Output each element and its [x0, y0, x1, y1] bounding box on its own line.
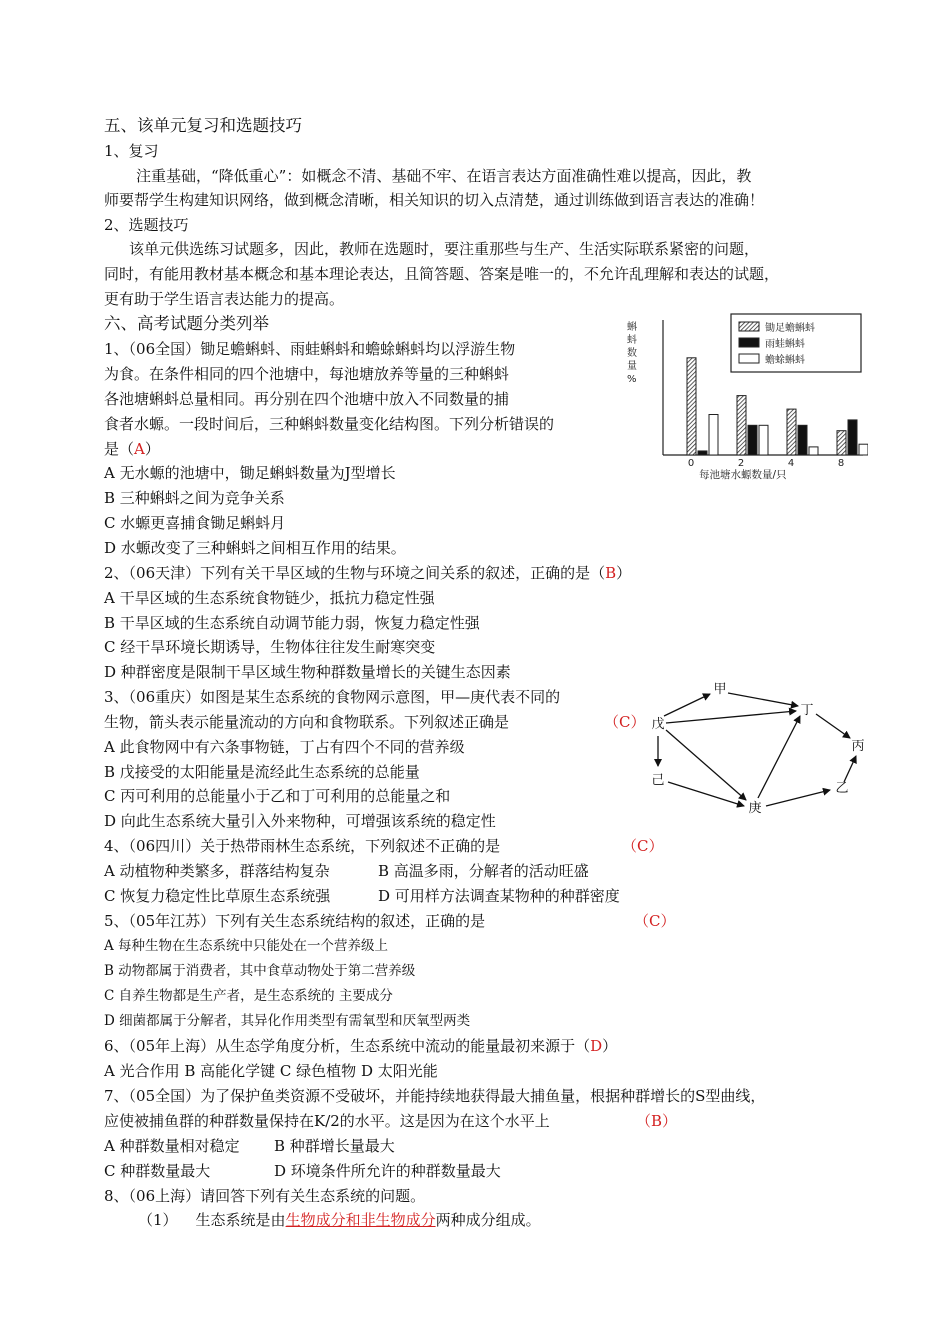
q2-option-a: A 干旱区域的生态系统食物链少，抵抗力稳定性强	[104, 589, 435, 607]
q3-line1: 3、（06重庆）如图是某生态系统的食物网示意图，甲—庚代表不同的	[104, 688, 561, 706]
q3-option-b: B 戊接受的太阳能量是流经此生态系统的总能量	[104, 763, 420, 781]
edge-geng-ding	[758, 716, 800, 798]
section6-title: 六、高考试题分类列举	[104, 314, 269, 333]
q1-option-c: C 水螈更喜捕食锄足蝌蚪月	[104, 514, 286, 532]
node-bing: 丙	[851, 739, 865, 754]
q8-sub1-answer: 生物成分和非生物成分	[285, 1211, 436, 1229]
q7-option-d: D 环境条件所允许的种群数量最大	[274, 1162, 501, 1180]
node-yi: 乙	[835, 781, 849, 796]
q1-line3: 各池塘蝌蚪总量相同。再分别在四个池塘中放入不同数量的捕	[104, 390, 510, 408]
q7-option-c: C 种群数量最大	[104, 1162, 211, 1180]
x-tick-label: 8	[837, 458, 845, 469]
bar-8-series-1	[848, 420, 857, 455]
q4-option-b: B 高温多雨，分解者的活动旺盛	[378, 862, 589, 880]
q2-option-b: B 干旱区域的生态系统自动调节能力弱，恢复力稳定性强	[104, 614, 480, 632]
bar-4-series-2	[809, 447, 818, 455]
edge-wu-geng	[666, 730, 746, 800]
bar-0-series-0	[687, 358, 696, 455]
q6-options: A 光合作用 B 高能化学键 C 绿色植物 D 太阳光能	[104, 1062, 438, 1080]
bar-0-series-1	[698, 451, 707, 455]
q2-line1	[104, 561, 631, 585]
section5-2-para-line2: 同时，有能用教材基本概念和基本理论表达，且简答题、答案是唯一的，不允许乱理解和表达的试题，	[104, 265, 780, 283]
q7-line1: 7、（05全国）为了保护鱼类资源不受破坏，并能持续地获得最大捕鱼量，根据种群增长的S型曲线，	[104, 1087, 766, 1105]
q3-line2: 生物，箭头表示能量流动的方向和食物联系。下列叙述正确是	[104, 713, 510, 731]
q6-line1-text: 6、（05年上海）从生态学角度分析，生态系统中流动的能量最初来源于（	[104, 1037, 591, 1055]
q5-option-b: B 动物都属于消费者，其中食草动物处于第二营养级	[104, 963, 416, 979]
x-tick-label: 4	[787, 458, 795, 469]
y-axis-label: 蝌蚪数量%	[627, 322, 637, 385]
q1-line1: 1、（06全国）锄足蟾蝌蚪、雨蛙蝌蚪和蟾蜍蝌蚪均以浮游生物	[104, 340, 516, 358]
q1-answer: A	[134, 440, 145, 458]
q6-answer: D	[590, 1037, 603, 1055]
x-axis-label: 每池塘水螈数量/只	[699, 469, 787, 481]
edge-ding-bing	[816, 714, 850, 738]
node-wu: 戊	[651, 717, 665, 732]
q7-line2: 应使被捕鱼群的种群数量保持在K/2的水平。这是因为在这个水平上	[104, 1112, 550, 1130]
q3-option-d: D 向此生态系统大量引入外来物种，可增强该系统的稳定性	[104, 812, 496, 830]
legend-swatch	[739, 354, 759, 363]
edge-wu-jia	[664, 694, 710, 716]
q1-option-a: A 无水螈的池塘中，锄足蝌蚪数量为J型增长	[104, 464, 396, 482]
q3-option-c: C 丙可利用的总能量小于乙和丁可利用的总能量之和	[104, 787, 451, 805]
q1-option-b: B 三种蝌蚪之间为竞争关系	[104, 489, 285, 507]
legend-label: 雨蛙蝌蚪	[765, 339, 805, 350]
legend-label: 锄足蟾蝌蚪	[765, 323, 815, 334]
bar-2-series-1	[748, 425, 757, 455]
bar-2-series-2	[759, 425, 768, 455]
q8-sub1-pre: 生态系统是由	[195, 1211, 286, 1229]
q4-line1: 4、（06四川）关于热带雨林生态系统，下列叙述不正确的是	[104, 837, 501, 855]
section5-title: 五、该单元复习和选题技巧	[104, 116, 302, 135]
q5-line1: 5、（05年江苏）下列有关生态系统结构的叙述，正确的是	[104, 912, 486, 930]
edge-yi-bing	[844, 756, 856, 782]
q4-answer: （C）	[622, 837, 664, 855]
q2-line1-text: 2、（06天津）下列有关干旱区域的生物与环境之间关系的叙述，正确的是（	[104, 564, 606, 582]
food-web-diagram	[640, 676, 870, 822]
edge-geng-yi	[766, 790, 830, 806]
q5-option-c: C 自养生物都是生产者，是生态系统的 主要成分	[104, 988, 393, 1004]
q1-line4: 食者水螈。一段时间后，三种蝌蚪数量变化结构图。下列分析错误的	[104, 415, 555, 433]
q7-answer: （B）	[636, 1112, 678, 1130]
q1-option-d: D 水螈改变了三种蝌蚪之间相互作用的结果。	[104, 539, 406, 557]
q8-sub1-number: （1）	[138, 1211, 178, 1229]
bar-8-series-0	[837, 431, 846, 455]
edge-ji-geng	[668, 782, 744, 806]
q3-answer: （C）	[604, 713, 646, 731]
legend-swatch	[739, 322, 759, 331]
bar-0-series-2	[709, 415, 718, 456]
q1-line2: 为食。在条件相同的四个池塘中，每池塘放养等量的三种蝌蚪	[104, 365, 510, 383]
q5-option-a: A 每种生物在生态系统中只能处在一个营养级上	[104, 938, 389, 954]
tadpole-bar-chart	[623, 312, 868, 484]
q4-option-d: D 可用样方法调查某物种的种群密度	[378, 887, 620, 905]
q1-line5-end: ）	[144, 440, 160, 458]
q8-line1: 8、（06上海）请回答下列有关生态系统的问题。	[104, 1187, 426, 1205]
chart-ticks	[688, 458, 844, 469]
q2-answer: B	[605, 564, 617, 582]
q6-line1	[104, 1034, 617, 1058]
q2-line1-end: ）	[616, 564, 632, 582]
q8-sub1-post: 两种成分组成。	[435, 1211, 541, 1229]
q5-option-d: D 细菌都属于分解者，其异化作用类型有需氧型和厌氧型两类	[104, 1013, 471, 1029]
node-ji: 己	[651, 773, 665, 788]
edge-jia-ding	[728, 693, 798, 706]
x-tick-label: 0	[687, 458, 695, 469]
q5-answer: （C）	[634, 912, 676, 930]
q2-option-d: D 种群密度是限制干旱区域生物种群数量增长的关键生态因素	[104, 663, 511, 681]
q7-option-a: A 种群数量相对稳定	[104, 1137, 240, 1155]
q1-line5-text: 是（	[104, 440, 135, 458]
q2-option-c: C 经干旱环境长期诱导，生物体往往发生耐寒突变	[104, 638, 436, 656]
section5-1-title: 1、复习	[104, 142, 159, 160]
bar-4-series-1	[798, 425, 807, 455]
x-tick-label: 2	[737, 458, 745, 469]
bar-4-series-0	[787, 409, 796, 455]
q4-option-c: C 恢复力稳定性比草原生态系统强	[104, 887, 331, 905]
node-geng: 庚	[748, 801, 762, 816]
node-ding: 丁	[800, 703, 814, 718]
chart-legend	[731, 314, 861, 372]
section5-2-para-line1: 该单元供选练习试题多，因此，教师在选题时，要注重那些与生产、生活实际联系紧密的问题，	[129, 240, 760, 258]
node-jia: 甲	[713, 682, 727, 697]
q8-sub1	[138, 1208, 541, 1232]
q1-line5	[104, 437, 160, 461]
legend-swatch	[739, 338, 759, 347]
section5-2-para-line3: 更有助于学生语言表达能力的提高。	[104, 290, 345, 308]
bar-8-series-2	[859, 444, 868, 455]
q3-option-a: A 此食物网中有六条事物链，丁占有四个不同的营养级	[104, 738, 465, 756]
edge-wu-ding	[666, 711, 796, 723]
bar-2-series-0	[737, 396, 746, 455]
section5-1-para-line1: 注重基础，“降低重心”：如概念不清、基础不牢、在语言表达方面准确性难以提高，因此，教	[136, 167, 752, 185]
q4-option-a: A 动植物种类繁多，群落结构复杂	[104, 862, 330, 880]
section5-2-title: 2、选题技巧	[104, 216, 189, 234]
section5-1-para-line2: 师要帮学生构建知识网络，做到概念清晰，相关知识的切入点清楚，通过训练做到语言表达的准确！	[104, 191, 765, 209]
q7-option-b: B 种群增长量最大	[274, 1137, 395, 1155]
q6-line1-end: ）	[602, 1037, 618, 1055]
legend-label: 蟾蜍蝌蚪	[765, 355, 805, 366]
